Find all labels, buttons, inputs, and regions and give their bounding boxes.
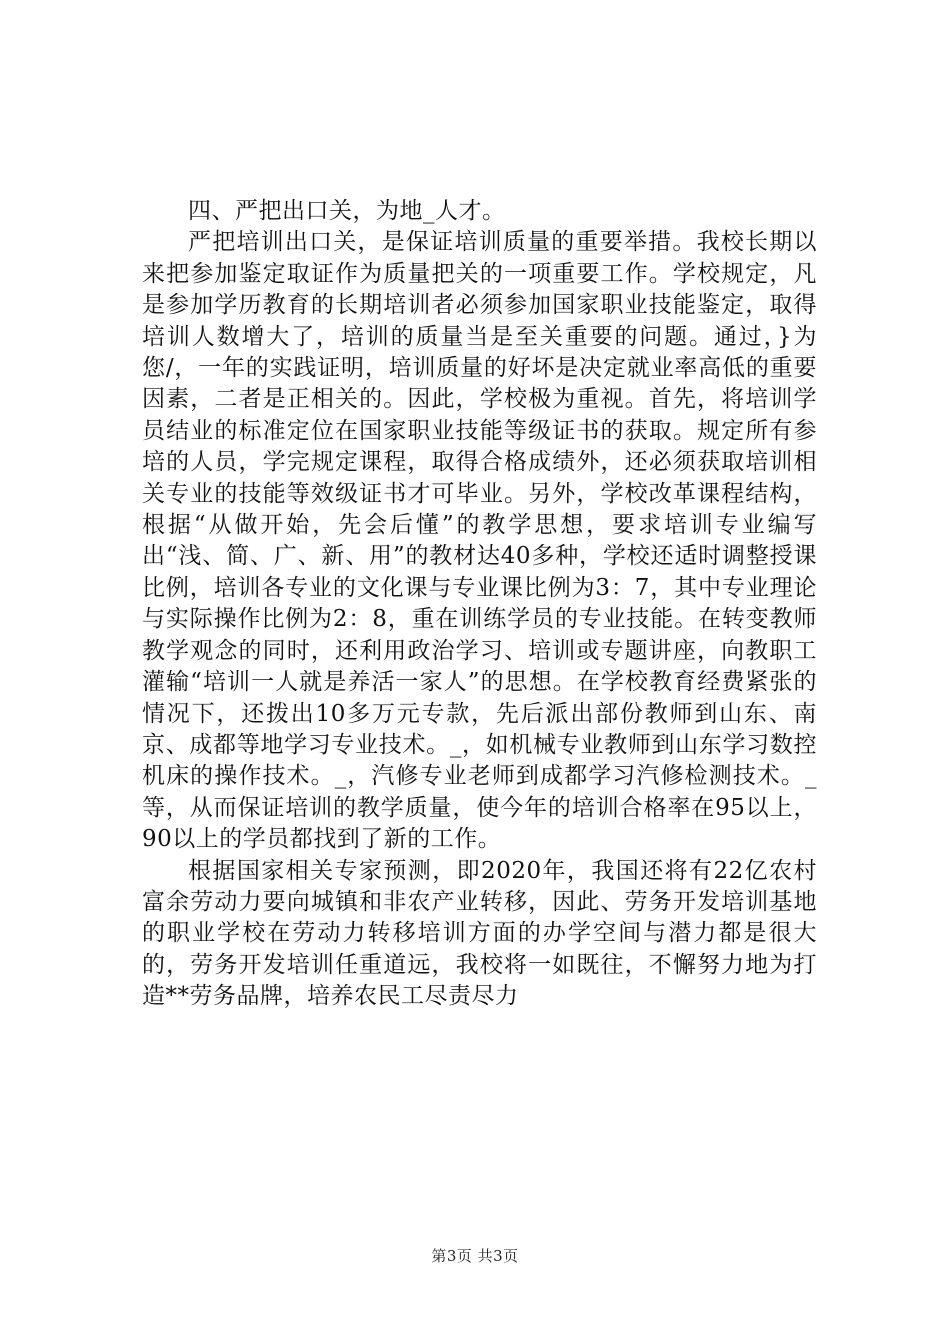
section-heading: 四、严把出口关，为地_人才。 bbox=[188, 198, 506, 224]
document-body bbox=[142, 196, 817, 1013]
paragraph-quality-control: 严把培训出口关，是保证培训质量的重要举措。我校长期以来把参加鉴定取证作为质量把关的一项重要工作。学校规定，凡是参加学历教育的长期培训者必须参加国家职业技能鉴定，取得培训人数增大了，培训的质量当是至关重要的问题。通过，}为您/，一年的实践证明，培训质量的好坏是决定就业率高低的重要因素，二者是正相关的。因此，学校极为重视。首先，将培训学员结业的标准定位在国家职业技能等级证书的获取。规定所有参培的人员，学完规定课程，取得合格成绩外，还必须获取培训相关专业的技能等效级证书才可毕业。另外，学校改革课程结构，根据“从做开始，先会后懂”的教学思想，要求培训专业编写出“浅、简、广、新、用”的教材达40多种，学校还适时调整授课比例，培训各专业的文化课与专业课比例为3：7，其中专业理论与实际操作比例为2：8，重在训练学员的专业技能。在转变教师教学观念的同时，还利用政治学习、培训或专题讲座，向教职工灌输“培训一人就是养活一家人”的思想。在学校教育经费紧张的情况下，还拨出10多万元专款，先后派出部份教师到山东、南京、成都等地学习专业技术。_，如机械专业教师到山东学习数控机床的操作技术。_，汽修专业老师到成都学习汽修检测技术。_等，从而保证培训的教学质量，使今年的培训合格率在95以上，90以上的学员都找到了新的工作。 bbox=[142, 229, 817, 853]
page-number-footer: 第3页 共3页 bbox=[431, 1247, 519, 1265]
paragraph-outlook: 根据国家相关专家预测，即2020年，我国还将有22亿农村富余劳动力要向城镇和非农产业转移，因此、劳务开发培训基地的职业学校在劳动力转移培训方面的办学空间与潜力都是很大的，劳务开发培训任重道远，我校将一如既往，不懈努力地为打造**劳务品牌，培养农民工尽责尽力 bbox=[142, 857, 817, 1010]
